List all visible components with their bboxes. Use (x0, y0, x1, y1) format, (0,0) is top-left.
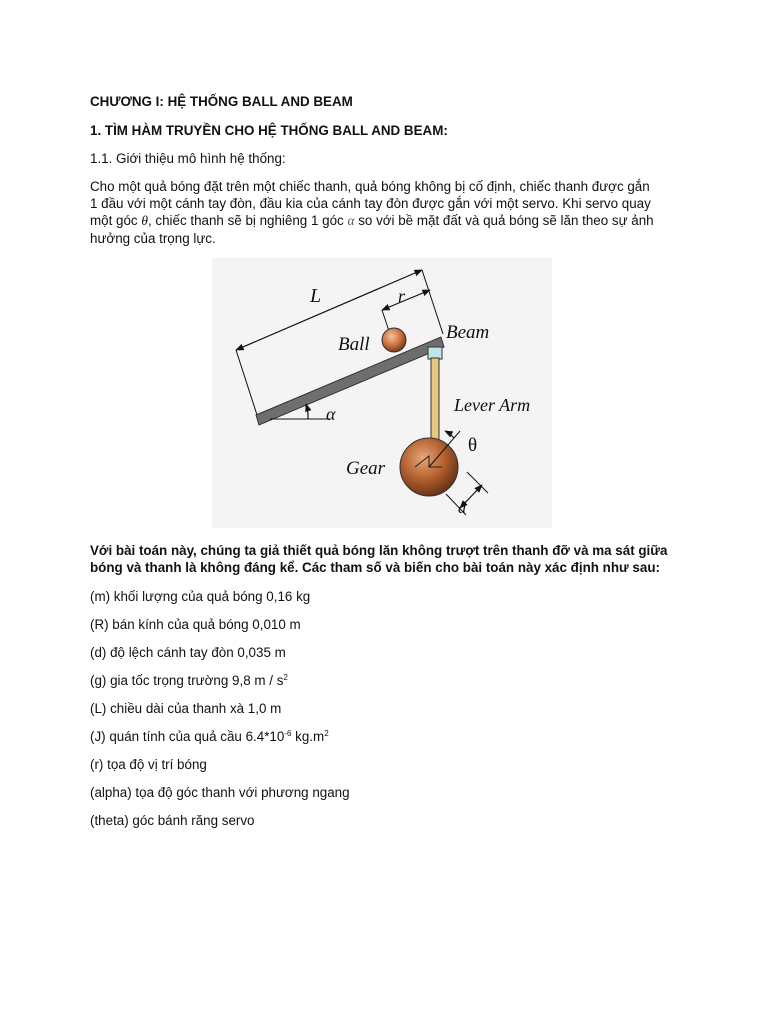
param-theta: (theta) góc bánh răng servo (90, 813, 255, 828)
param-J-exponent: -6 (284, 729, 292, 738)
param-R: (R) bán kính của quả bóng 0,010 m (90, 617, 301, 632)
intro-line-3 (90, 212, 690, 230)
assumption-line-1: Với bài toán này, chúng ta giả thiết quả bóng lăn không trượt trên thanh đỡ và ma sát giữa (90, 543, 668, 558)
intro-line-4: hưởng của trọng lực. (90, 231, 216, 246)
label-r: r (398, 286, 406, 306)
param-m: (m) khối lượng của quả bóng 0,16 kg (90, 589, 311, 604)
label-ball: Ball (338, 334, 370, 355)
intro-line-3-b: , chiếc thanh sẽ bị nghiêng 1 góc (147, 213, 348, 228)
param-g-exponent: 2 (283, 673, 288, 682)
param-J (90, 728, 690, 746)
subsection-title: 1.1. Giới thiệu mô hình hệ thống: (90, 151, 286, 166)
intro-line-3-c: so với bề mặt đất và quả bóng sẽ lăn theo sự ảnh (354, 213, 654, 228)
label-lever-arm: Lever Arm (454, 395, 531, 415)
param-alpha: (alpha) tọa độ góc thanh với phương ngang (90, 785, 350, 800)
beam-connector (428, 347, 442, 359)
intro-line-1: Cho một quả bóng đặt trên một chiếc thanh, quả bóng không bị cố định, chiếc thanh được gắn (90, 179, 650, 194)
ball-shape (382, 328, 406, 352)
label-theta: θ (468, 435, 478, 456)
intro-line-3-a: một góc (90, 213, 142, 228)
param-g (90, 672, 690, 690)
ball-beam-diagram (212, 258, 552, 528)
assumption-line-2: bóng và thanh là không đáng kể. Các tham số và biến cho bài toán này xác định như sau: (90, 560, 660, 575)
chapter-title: CHƯƠNG I: HỆ THỐNG BALL AND BEAM (90, 94, 353, 109)
param-r: (r) tọa độ vị trí bóng (90, 757, 207, 772)
label-beam: Beam (446, 322, 490, 343)
diagram-background (212, 258, 552, 528)
intro-line-2: 1 đầu với một cánh tay đòn, đầu kia của cánh tay đòn được gắn với một servo. Khi servo quay (90, 196, 651, 211)
label-gear: Gear (346, 458, 386, 479)
section-title: 1. TÌM HÀM TRUYỀN CHO HỆ THỐNG BALL AND BEAM: (90, 123, 448, 138)
label-d: d (458, 500, 466, 517)
param-L: (L) chiều dài của thanh xà 1,0 m (90, 701, 282, 716)
label-L: L (310, 285, 322, 307)
label-alpha: α (326, 404, 336, 424)
param-g-text: (g) gia tốc trọng trường 9,8 m / s (90, 673, 284, 688)
theta-symbol: θ (141, 213, 148, 228)
param-J-unit: kg.m (291, 729, 325, 744)
param-d: (d) độ lệch cánh tay đòn 0,035 m (90, 645, 286, 660)
param-J-text: (J) quán tính của quả cầu 6.4*10 (90, 729, 285, 744)
param-J-unit-exponent: 2 (324, 729, 329, 738)
alpha-symbol: α (347, 213, 355, 228)
